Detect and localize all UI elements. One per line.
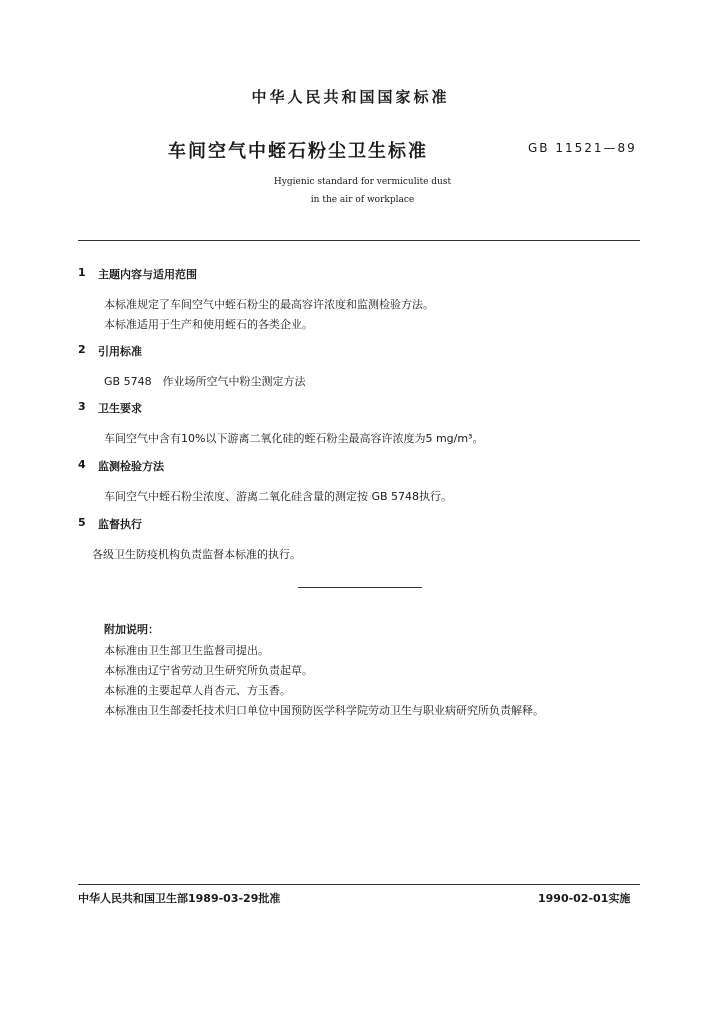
section-3-paragraph-1: 车间空气中含有10%以下游离二氧化硅的蛭石粉尘最高容许浓度为5 mg/m³。 [104,432,484,445]
notes-line-1: 本标准由卫生部卫生监督司提出。 [104,644,269,657]
section-4-title: 监测检验方法 [98,460,164,473]
national-standard-heading: 中华人民共和国国家标准 [251,88,450,106]
content-end-divider [298,587,422,588]
section-3-title: 卫生要求 [98,402,142,415]
section-5-paragraph-1: 各级卫生防疫机构负责监督本标准的执行。 [92,548,301,561]
notes-line-4: 本标准由卫生部委托技术归口单位中国预防医学科学院劳动卫生与职业病研究所负责解释。 [104,704,544,717]
notes-line-3: 本标准的主要起草人肖杏元、方玉香。 [104,684,291,697]
section-2-paragraph-1: GB 5748 作业场所空气中粉尘测定方法 [104,375,306,388]
section-1-paragraph-1: 本标准规定了车间空气中蛭石粉尘的最高容许浓度和监测检验方法。 [104,298,434,311]
section-3-number: 3 [78,400,86,413]
section-1-title: 主题内容与适用范围 [98,268,197,281]
section-2-title: 引用标准 [98,345,142,358]
header-divider [78,240,640,241]
document-title: 车间空气中蛭石粉尘卫生标准 [168,141,428,162]
section-4-paragraph-1: 车间空气中蛭石粉尘浓度、游离二氧化硅含量的测定按 GB 5748执行。 [104,490,453,503]
effective-date: 1990-02-01实施 [538,892,631,905]
section-4-number: 4 [78,458,86,471]
standard-code: GB 11521—89 [528,141,637,155]
section-2-number: 2 [78,343,86,356]
footer-divider [78,884,640,885]
section-5-number: 5 [78,516,86,529]
notes-line-2: 本标准由辽宁省劳动卫生研究所负责起草。 [104,664,313,677]
english-title-line-1: Hygienic standard for vermiculite dust [273,177,452,187]
notes-heading: 附加说明： [104,623,159,636]
section-5-title: 监督执行 [98,518,142,531]
section-1-number: 1 [78,266,86,279]
section-1-paragraph-2: 本标准适用于生产和使用蛭石的各类企业。 [104,318,313,331]
approval-date: 中华人民共和国卫生部1989-03-29批准 [78,892,281,905]
english-title-line-2: in the air of workplace [310,195,415,205]
